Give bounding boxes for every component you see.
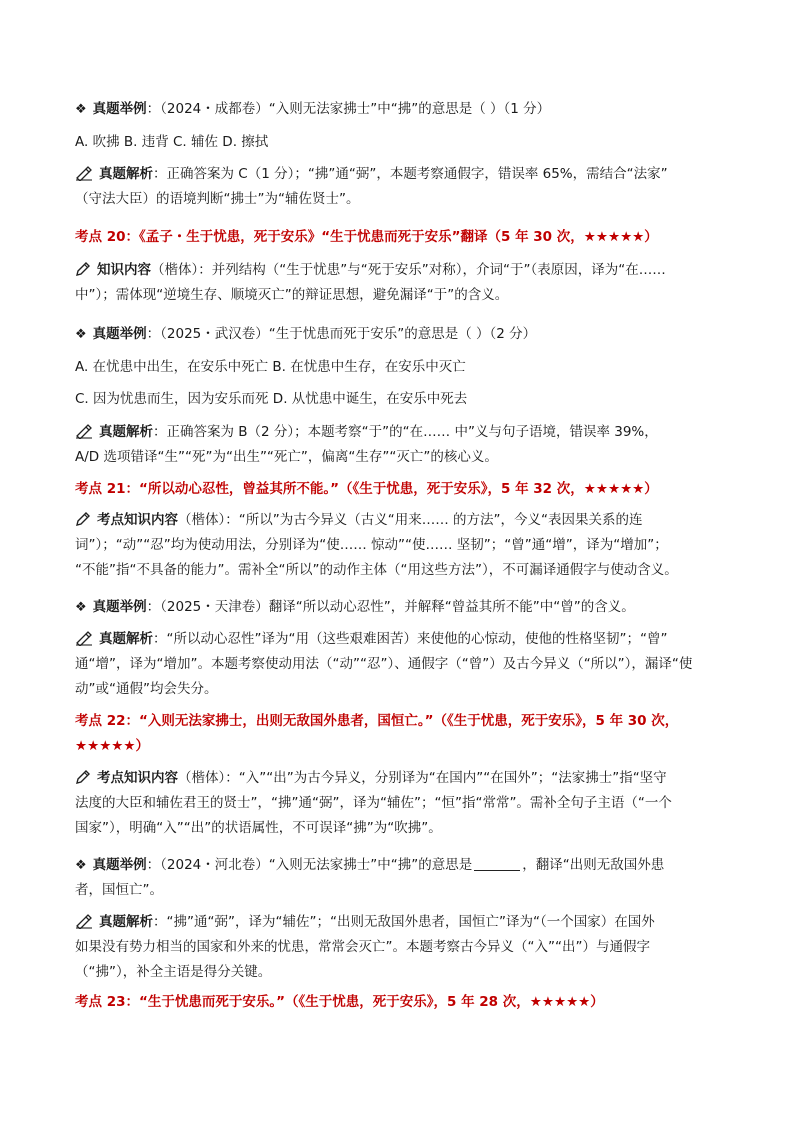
ruler-pencil-icon xyxy=(75,165,93,181)
kaodian-22-title-line-2: ★★★★★） xyxy=(75,738,150,754)
analysis-block-20 xyxy=(75,420,755,470)
question-text-line-2: 者，国恒亡”。 xyxy=(75,882,163,898)
ruler-pencil-icon xyxy=(75,423,93,439)
knowledge-22-line-3: 国家”），明确“入”“出”的状语属性，不可误译“拂”为“吹拂”。 xyxy=(75,820,442,836)
pencil-icon xyxy=(75,261,91,277)
analysis-21-line-1: ：“所以动心忍性”译为“用（这些艰难困苦）来使他的心惊动，使他的性格坚韧”；“曾” xyxy=(153,631,668,647)
kaodian-23-title: 考点 23：“生于忧患而死于安乐。”（《生于忧患，死于安乐》，5 年 28 次，★★★★★） xyxy=(75,994,604,1010)
question-example-2025-tianjin xyxy=(75,595,755,620)
knowledge-22-line-2: 法度的大臣和辅佐君王的贤士”，“拂”通“弼”，译为“辅佐”；“恒”指“常常”。需补全句子主语（“一个 xyxy=(75,795,672,811)
question-options: A. 吹拂 B. 违背 C. 辅佐 D. 擦拭 xyxy=(75,134,269,150)
knowledge-block-20 xyxy=(75,258,765,308)
label-zhenti: 真题举例 xyxy=(92,101,147,117)
label-jiexi: 真题解析 xyxy=(99,166,153,182)
knowledge-20-line-2: 中”）；需体现“逆境生存、顺境灭亡”的辩证思想，避免漏译“于”的含义。 xyxy=(75,287,509,303)
question-options-cd: C. 因为忧患而生，因为安乐而死 D. 从忧患中诞生，在安乐中死去 xyxy=(75,391,468,407)
pencil-icon xyxy=(75,511,91,527)
analysis-block-22 xyxy=(75,910,755,985)
knowledge-20-line-1: （楷体）：并列结构（“生于忧患”与“死于安乐”对称），介词“于”（表原因，译为“在…… xyxy=(151,262,666,278)
analysis-20-line-1: ：正确答案为 B（2 分）；本题考察“于”的“在…… 中”义与句子语境，错误率 39%， xyxy=(153,424,658,440)
analysis-block-21 xyxy=(75,627,755,702)
knowledge-block-22 xyxy=(75,766,765,841)
question-example-2024-chengdu xyxy=(75,97,755,122)
diamond-icon: ❖ xyxy=(75,858,87,873)
diamond-icon: ❖ xyxy=(75,327,87,342)
question-text: ：（2025・天津卷）翻译“所以动心忍性”，并解释“曾益其所不能”中“曾”的含义。 xyxy=(146,599,635,615)
knowledge-21-line-3: “不能”指“不具备的能力”。需补全“所以”的动作主体（“用这些方法”），不可漏译通假字与使动含义。 xyxy=(75,562,678,578)
question-text-part-2: ，翻译“出则无敌国外患 xyxy=(522,857,665,873)
kaodian-21-title: 考点 21：“所以动心忍性，曾益其所不能。”（《生于忧患，死于安乐》，5 年 32 次，★★★★★） xyxy=(75,481,658,497)
analysis-22-line-3: （“拂”），补全主语是得分关键。 xyxy=(75,964,272,980)
question-example-2024-hebei xyxy=(75,853,755,903)
label-zhishi: 知识内容 xyxy=(97,262,151,278)
ruler-pencil-icon xyxy=(75,913,93,929)
diamond-icon: ❖ xyxy=(75,600,87,615)
analysis-block-1 xyxy=(75,162,755,212)
knowledge-block-21 xyxy=(75,508,765,583)
question-text: ：（2025・武汉卷）“生于忧患而死于安乐”的意思是（ ）（2 分） xyxy=(146,326,537,342)
label-zhenti: 真题举例 xyxy=(92,857,147,873)
label-zhenti: 真题举例 xyxy=(92,599,147,615)
analysis-21-line-2: 通“增”，译为“增加”。本题考察使动用法（“动”“忍”）、通假字（“曾”）及古今异义（“所以”），漏译“使 xyxy=(75,656,693,672)
question-text-part-1: ：（2024・河北卷）“入则无法家拂士”中“拂”的意思是 xyxy=(146,857,473,873)
label-jiexi: 真题解析 xyxy=(99,424,153,440)
analysis-21-line-3: 动”或“通假”均会失分。 xyxy=(75,681,218,697)
ruler-pencil-icon xyxy=(75,630,93,646)
label-kaodian-zhishi: 考点知识内容 xyxy=(97,512,178,528)
question-example-2025-wuhan xyxy=(75,322,755,347)
diamond-icon: ❖ xyxy=(75,102,87,117)
pencil-icon xyxy=(75,769,91,785)
label-jiexi: 真题解析 xyxy=(99,914,153,930)
label-jiexi: 真题解析 xyxy=(99,631,153,647)
label-kaodian-zhishi: 考点知识内容 xyxy=(97,770,178,786)
question-options-ab: A. 在忧患中出生，在安乐中死亡 B. 在忧患中生存，在安乐中灭亡 xyxy=(75,359,466,375)
analysis-20-line-2: A/D 选项错译“生”“死”为“出生”“死亡”，偏离“生存”“灭亡”的核心义。 xyxy=(75,449,498,465)
kaodian-20-title: 考点 20：《孟子・生于忧患，死于安乐》“生于忧患而死于安乐”翻译（5 年 30 次，★★★★★） xyxy=(75,229,658,245)
answer-blank[interactable] xyxy=(474,856,520,871)
knowledge-21-line-1: （楷体）：“所以”为古今异义（古义“用来…… 的方法”，今义“表因果关系的连 xyxy=(178,512,643,528)
kaodian-22-title-line-1: 考点 22：“入则无法家拂士，出则无敌国外患者，国恒亡。”（《生于忧患，死于安乐》，5 年 30 次， xyxy=(75,713,679,729)
analysis-line-2: （守法大臣）的语境判断“拂士”为“辅佐贤士”。 xyxy=(75,191,360,207)
knowledge-22-line-1: （楷体）：“入”“出”为古今异义，分别译为“在国内”“在国外”；“法家拂士”指“坚守 xyxy=(178,770,667,786)
analysis-line-1: ：正确答案为 C（1 分）；“拂”通“弼”，本题考察通假字，错误率 65%，需结合“法家” xyxy=(153,166,668,182)
kaodian-22-title xyxy=(75,709,765,759)
label-zhenti: 真题举例 xyxy=(92,326,147,342)
knowledge-21-line-2: 词”）；“动”“忍”均为使动用法，分别译为“使…… 惊动”“使…… 坚韧”；“曾”通“增”，译为“增加”； xyxy=(75,537,668,553)
analysis-22-line-1: ：“拂”通“弼”，译为“辅佐”；“出则无敌国外患者，国恒亡”译为“（一个国家）在国外 xyxy=(153,914,655,930)
analysis-22-line-2: 如果没有势力相当的国家和外来的忧患，常常会灭亡”。本题考察古今异义（“入”“出”）与通假字 xyxy=(75,939,650,955)
question-text: ：（2024・成都卷）“入则无法家拂士”中“拂”的意思是（ ）（1 分） xyxy=(146,101,551,117)
